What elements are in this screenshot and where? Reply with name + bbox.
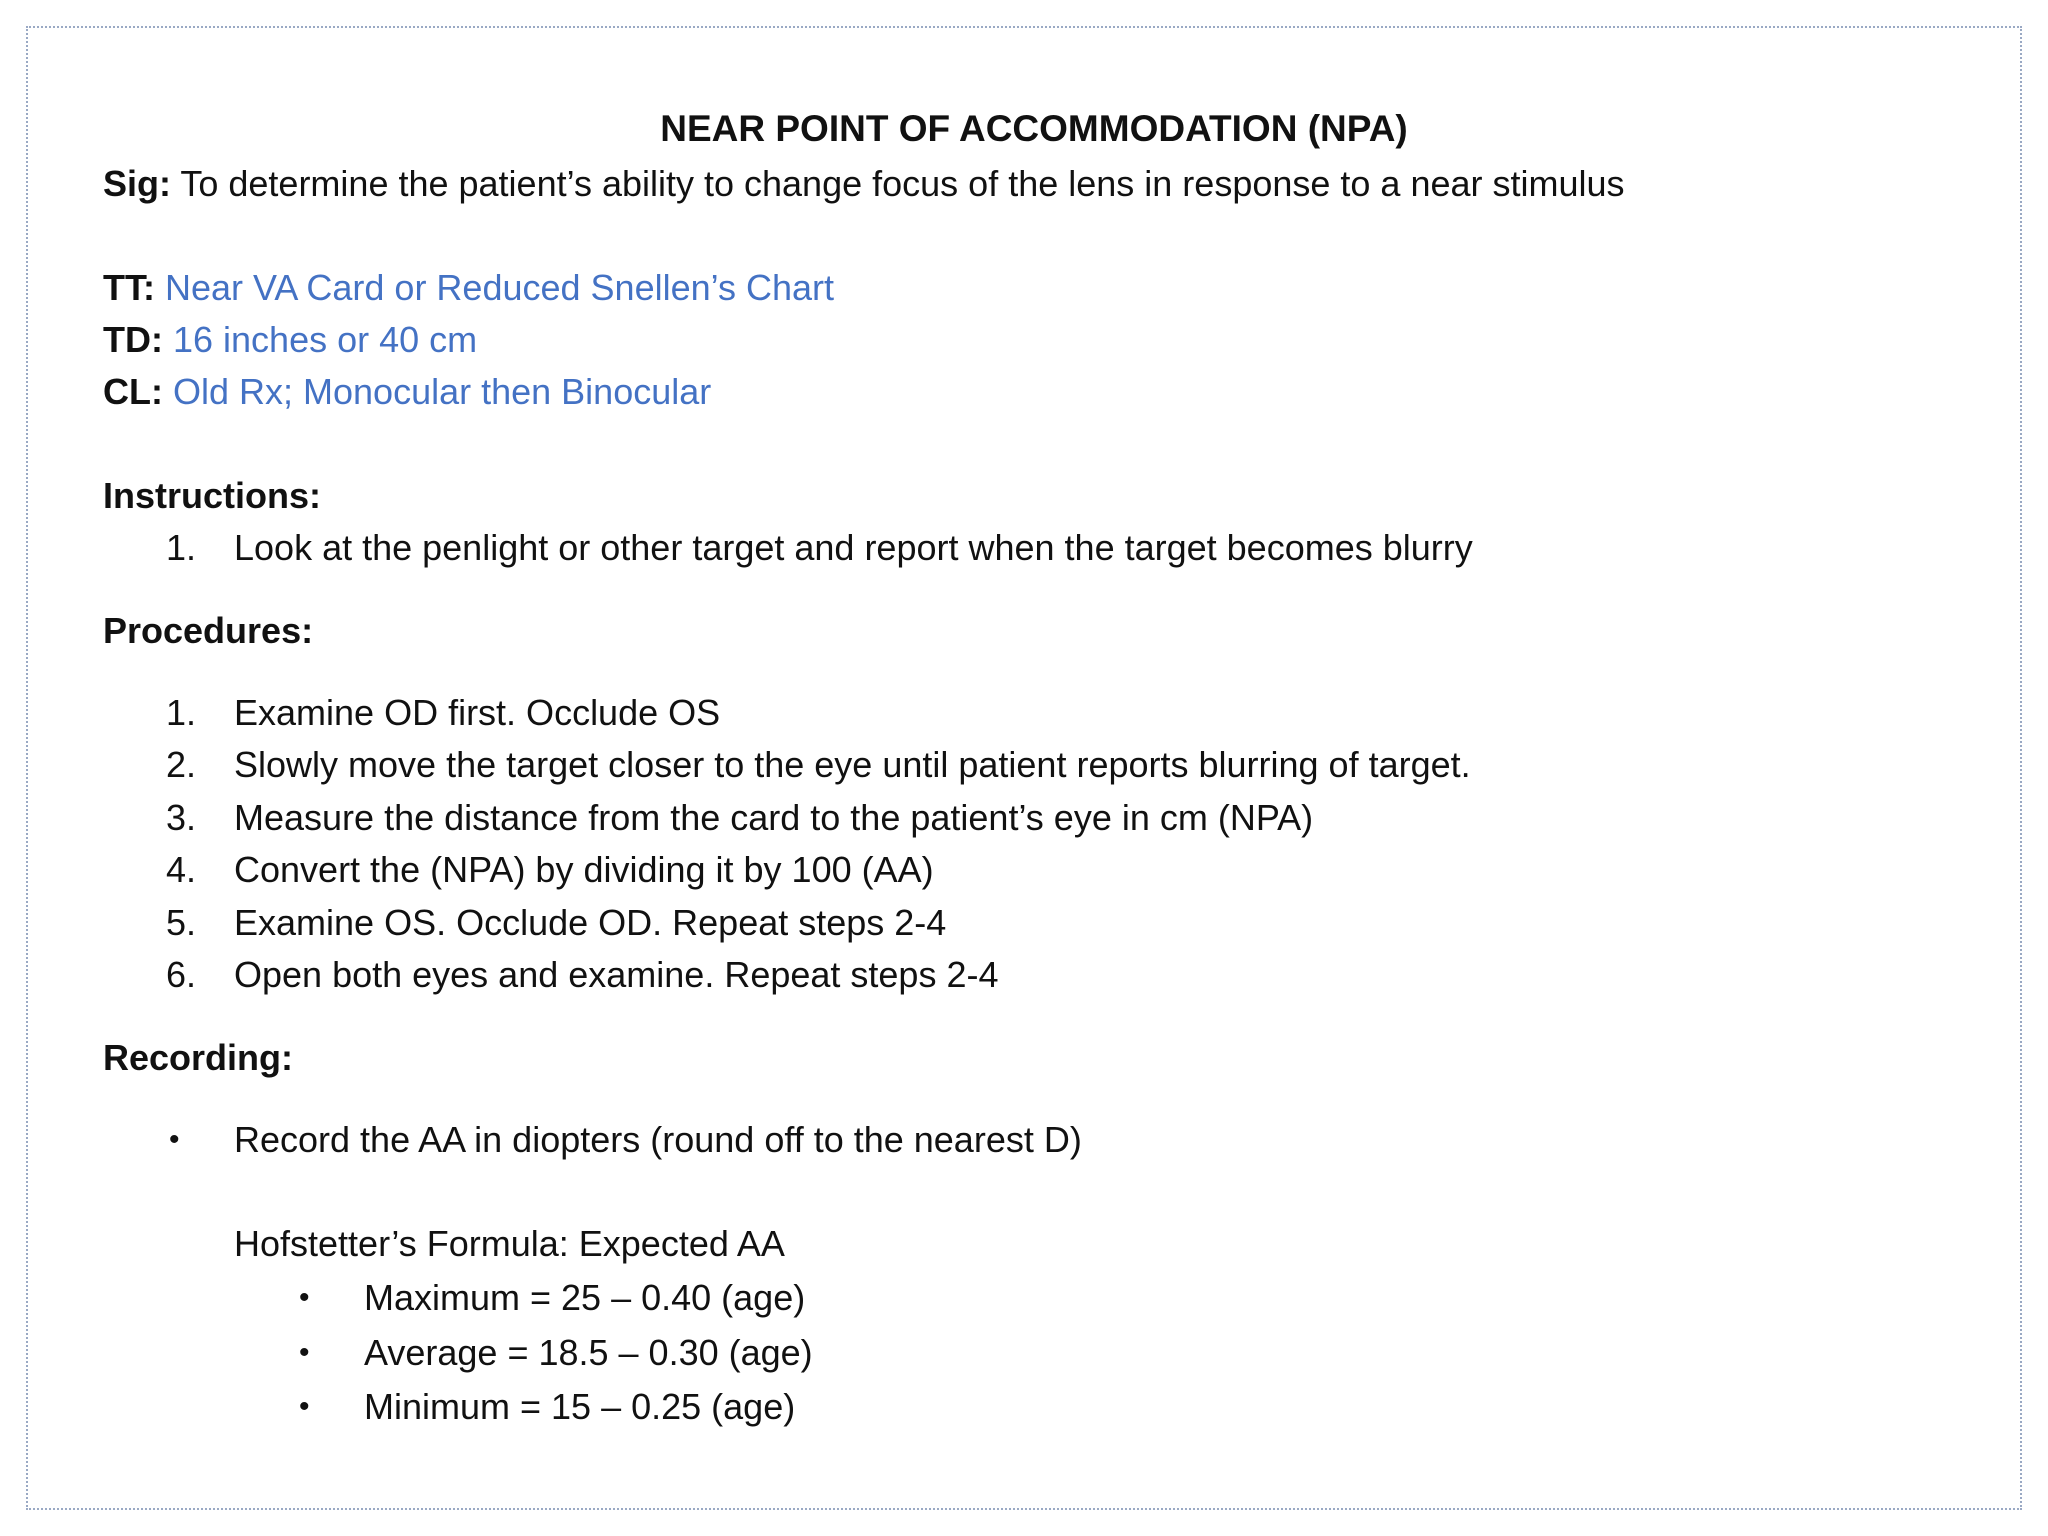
list-number: 3. <box>166 796 197 838</box>
spacer <box>103 1084 1963 1114</box>
list-item-text: Open both eyes and examine. Repeat steps 2-4 <box>234 954 999 995</box>
bullet-icon: • <box>299 1281 310 1314</box>
instructions-heading: Instructions: <box>103 475 322 516</box>
list-item <box>103 792 1963 845</box>
list-number: 2. <box>166 744 197 785</box>
spacer <box>103 1002 1963 1032</box>
list-item-text: Record the AA in diopters (round off to the nearest D) <box>234 1118 1082 1160</box>
spacer <box>103 657 1963 687</box>
formula-text: Minimum = 15 – 0.25 (age) <box>364 1386 796 1427</box>
list-item <box>103 1381 1963 1436</box>
procedures-list <box>103 687 1963 1002</box>
list-item <box>103 949 1963 1002</box>
list-item-text: Measure the distance from the card to the patient’s eye in cm (NPA) <box>234 796 1314 838</box>
bullet-icon: • <box>299 1390 310 1423</box>
spacer <box>103 418 1963 470</box>
field-value: 16 inches or 40 cm <box>162 319 478 360</box>
list-item <box>103 1114 1963 1167</box>
list-item-text: Convert the (NPA) by dividing it by 100 (AA) <box>234 849 934 890</box>
field-td <box>103 314 1963 366</box>
sig-label: Sig: <box>103 163 171 204</box>
field-value: Near VA Card or Reduced Snellen’s Chart <box>154 267 835 308</box>
field-cl <box>103 366 1963 418</box>
list-item <box>103 844 1963 897</box>
spacer <box>103 1166 1963 1218</box>
list-number: 1. <box>166 691 197 733</box>
list-number: 4. <box>166 849 197 890</box>
list-item <box>103 522 1963 575</box>
spacer <box>103 575 1963 605</box>
list-item <box>103 1272 1963 1327</box>
list-item <box>103 1327 1963 1382</box>
list-number: 5. <box>166 901 197 943</box>
formula-title-text: Hofstetter’s Formula: Expected AA <box>234 1223 785 1264</box>
field-tt <box>103 262 1963 314</box>
list-item <box>103 739 1963 792</box>
list-number: 6. <box>166 954 197 995</box>
spacer <box>103 210 1963 262</box>
formula-text: Average = 18.5 – 0.30 (age) <box>364 1331 813 1373</box>
formula-title <box>103 1218 1963 1272</box>
list-item-text: Examine OD first. Occlude OS <box>234 691 721 733</box>
formula-text: Maximum = 25 – 0.40 (age) <box>364 1277 806 1318</box>
field-value: Old Rx; Monocular then Binocular <box>162 371 712 412</box>
document-title: NEAR POINT OF ACCOMMODATION (NPA) <box>660 108 1408 149</box>
recording-list <box>103 1114 1963 1167</box>
field-label: TT: <box>103 267 155 308</box>
field-label: CL: <box>103 371 163 412</box>
sig-line <box>103 158 1963 210</box>
list-item <box>103 897 1963 950</box>
list-item-text: Examine OS. Occlude OD. Repeat steps 2-4 <box>234 901 947 943</box>
procedures-heading: Procedures: <box>103 609 314 651</box>
list-item-text: Slowly move the target closer to the eye until patient reports blurring of target. <box>234 744 1471 785</box>
recording-heading: Recording: <box>103 1036 294 1078</box>
document-body <box>103 100 1963 1436</box>
bullet-icon: • <box>169 1122 180 1156</box>
instructions-list <box>103 522 1963 575</box>
list-number: 1. <box>166 527 197 568</box>
formula-list <box>103 1272 1963 1436</box>
sig-text: To determine the patient’s ability to change focus of the lens in response to a near stimulus <box>171 163 1625 204</box>
list-item <box>103 687 1963 740</box>
bullet-icon: • <box>299 1335 310 1369</box>
field-label: TD: <box>103 319 163 360</box>
list-item-text: Look at the penlight or other target and report when the target becomes blurry <box>234 527 1473 568</box>
